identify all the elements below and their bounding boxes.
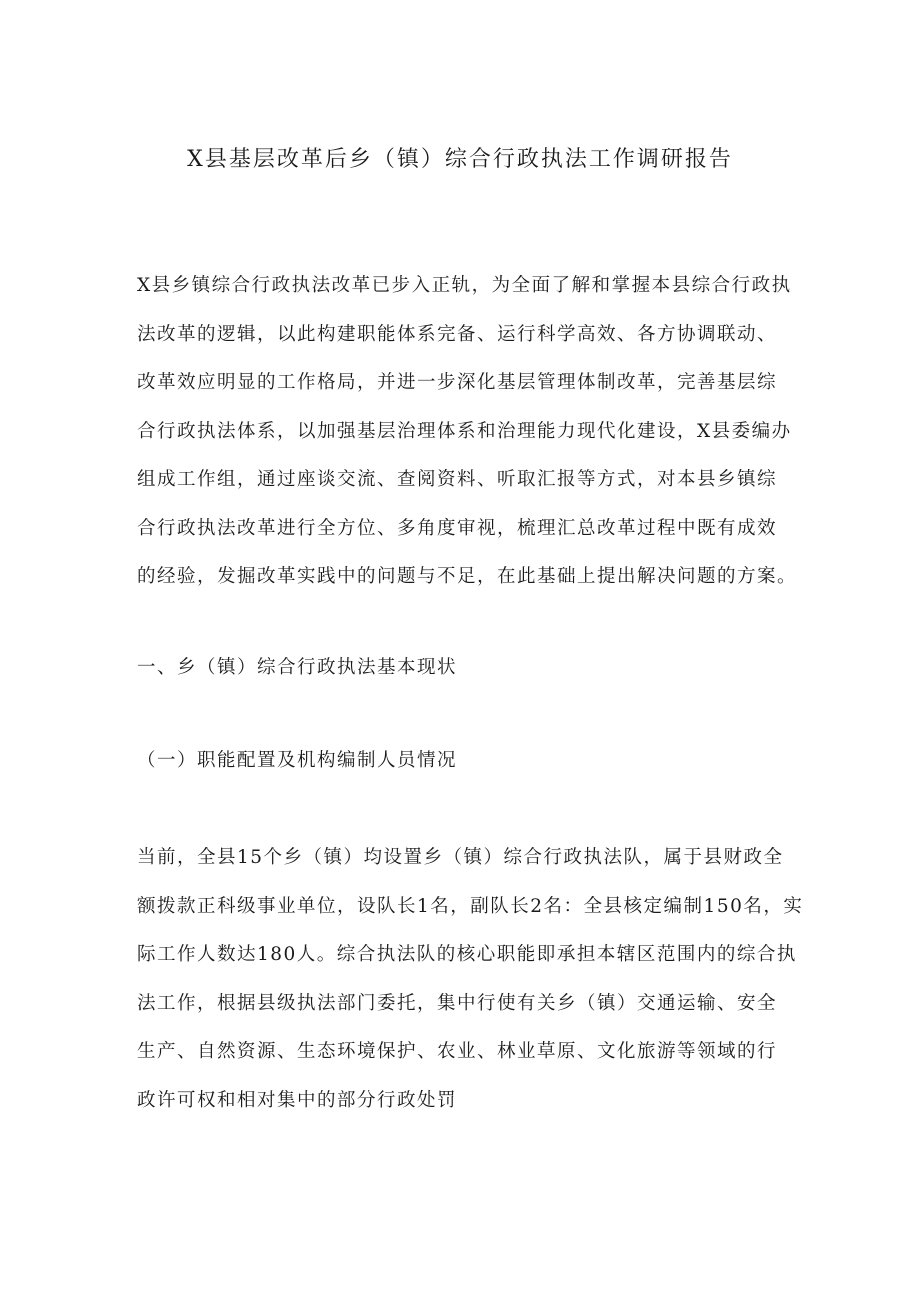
- intro-line: 合行政执法体系，以加强基层治理体系和治理能力现代化建设，X县委编办: [137, 420, 792, 442]
- intro-paragraph: [137, 262, 798, 602]
- intro-line: 组成工作组，通过座谈交流、查阅资料、听取汇报等方式，对本县乡镇综: [137, 469, 778, 490]
- body-line: 当前，全县15个乡（镇）均设置乡（镇）综合行政执法队，属于县财政全: [137, 847, 784, 868]
- body-line: 政许可权和相对集中的部分行政处罚: [137, 1089, 458, 1111]
- intro-line: 的经验，发掘改革实践中的问题与不足，在此基础上提出解决问题的方案。: [137, 566, 798, 587]
- body-line: 额拨款正科级事业单位，设队长1名，副队长2名：全县核定编制150名，实: [137, 895, 804, 917]
- intro-line: X县乡镇综合行政执法改革已步入正轨，为全面了解和掌握本县综合行政执: [137, 275, 792, 296]
- subsection-heading: （一）职能配置及机构编制人员情况: [137, 750, 458, 771]
- body-line: 生产、自然资源、生态环境保护、农业、林业草原、文化旅游等领域的行: [137, 1041, 778, 1062]
- body-line: 际工作人数达180人。综合执法队的核心职能即承担本辖区范围内的综合执: [137, 944, 797, 965]
- document-title: X县基层改革后乡（镇）综合行政执法工作调研报告: [187, 147, 733, 172]
- section-heading: 一、乡（镇）综合行政执法基本现状: [137, 657, 458, 678]
- intro-line: 改革效应明显的工作格局，并进一步深化基层管理体制改革，完善基层综: [137, 372, 778, 393]
- body-line: 法工作，根据县级执法部门委托，集中行使有关乡（镇）交通运输、安全: [137, 992, 778, 1014]
- intro-line: 法改革的逻辑，以此构建职能体系完备、运行科学高效、各方协调联动、: [137, 323, 778, 345]
- body-paragraph: [137, 834, 804, 1125]
- intro-line: 合行政执法改革进行全方位、多角度审视，梳理汇总改革过程中既有成效: [137, 517, 778, 539]
